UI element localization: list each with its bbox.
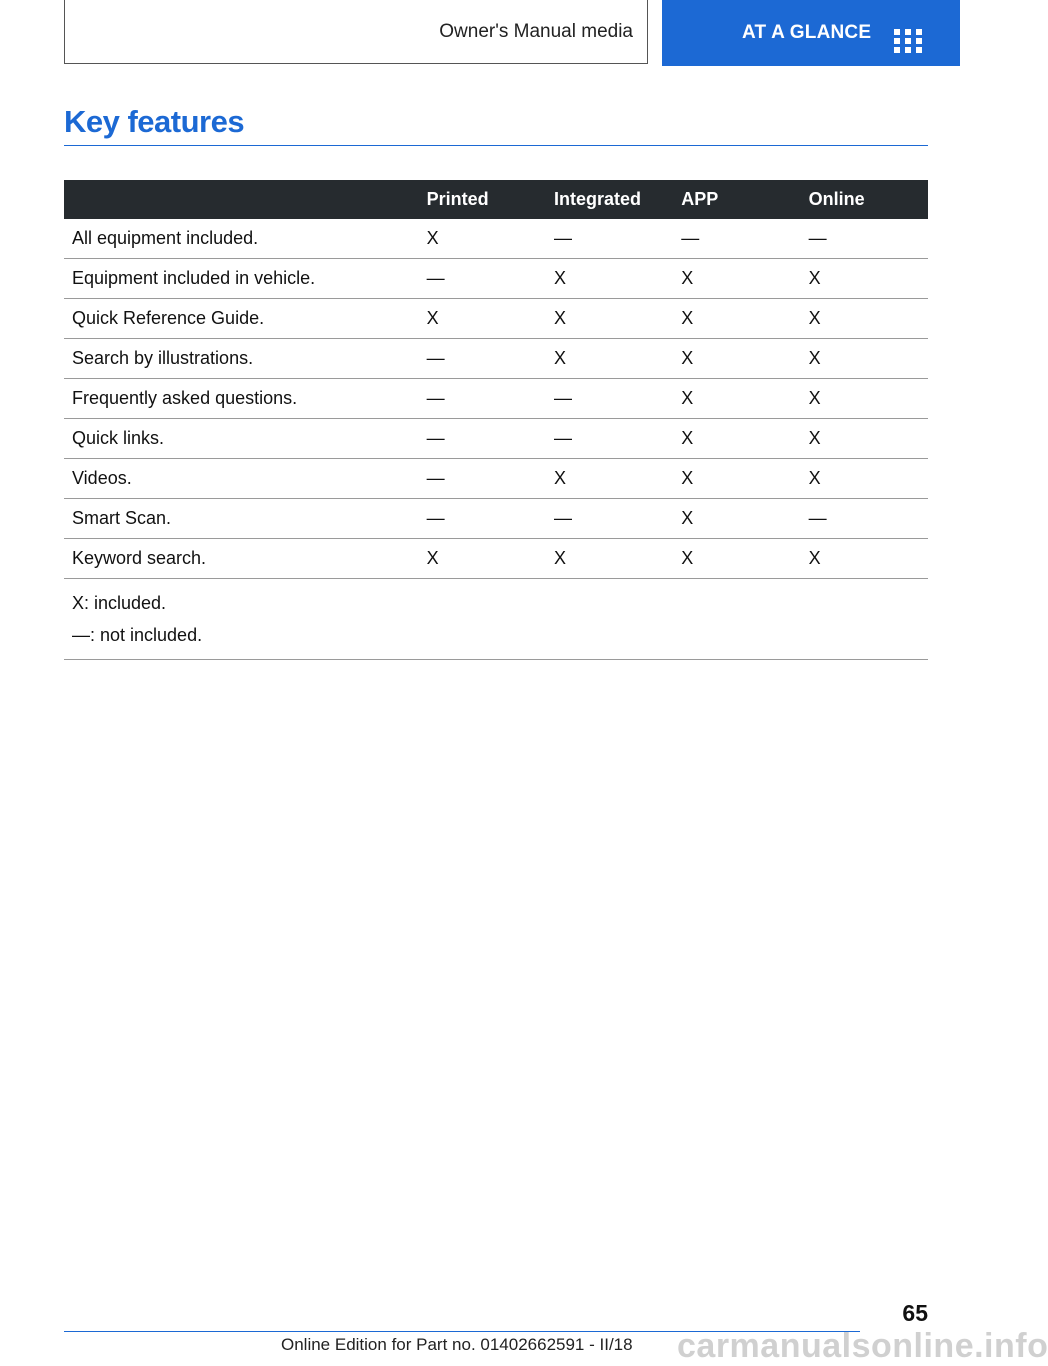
- value-cell: —: [546, 379, 673, 419]
- value-cell: X: [546, 459, 673, 499]
- value-cell: —: [419, 459, 546, 499]
- value-cell: X: [546, 259, 673, 299]
- column-header: APP: [673, 180, 800, 219]
- value-cell: —: [419, 379, 546, 419]
- value-cell: X: [673, 339, 800, 379]
- value-cell: —: [546, 499, 673, 539]
- feature-cell: Smart Scan.: [64, 499, 419, 539]
- feature-cell: All equipment included.: [64, 219, 419, 259]
- legend-included: X: included.: [72, 593, 167, 613]
- value-cell: X: [673, 299, 800, 339]
- section-header: [64, 0, 648, 64]
- value-cell: —: [419, 339, 546, 379]
- value-cell: X: [801, 539, 928, 579]
- value-cell: X: [546, 339, 673, 379]
- watermark: carmanualsonline.info: [677, 1327, 1048, 1365]
- table-row: [64, 419, 928, 459]
- column-header: Integrated: [546, 180, 673, 219]
- page-number: 65: [902, 1300, 928, 1326]
- value-cell: X: [801, 259, 928, 299]
- grid-menu-icon[interactable]: [894, 29, 922, 53]
- table-row: [64, 339, 928, 379]
- section-title: Owner's Manual media: [439, 20, 633, 42]
- table-row: [64, 539, 928, 579]
- page-title: Key features: [64, 104, 245, 139]
- table-row: [64, 499, 928, 539]
- value-cell: —: [801, 499, 928, 539]
- column-header: [64, 180, 419, 219]
- value-cell: X: [546, 539, 673, 579]
- value-cell: —: [546, 219, 673, 259]
- value-cell: X: [801, 459, 928, 499]
- value-cell: —: [546, 419, 673, 459]
- column-header: Online: [801, 180, 928, 219]
- value-cell: X: [673, 499, 800, 539]
- table-row: [64, 299, 928, 339]
- value-cell: —: [419, 419, 546, 459]
- feature-cell: Keyword search.: [64, 539, 419, 579]
- table-row: [64, 459, 928, 499]
- table-header-row: [64, 180, 928, 219]
- table-row: [64, 379, 928, 419]
- value-cell: X: [801, 299, 928, 339]
- value-cell: —: [673, 219, 800, 259]
- value-cell: X: [673, 539, 800, 579]
- features-table: [64, 180, 928, 660]
- value-cell: —: [419, 499, 546, 539]
- edition-info: Online Edition for Part no. 01402662591 - II/18: [281, 1335, 633, 1354]
- title-divider: [64, 145, 928, 146]
- value-cell: X: [419, 219, 546, 259]
- feature-cell: Frequently asked questions.: [64, 379, 419, 419]
- value-cell: X: [801, 419, 928, 459]
- feature-cell: Quick Reference Guide.: [64, 299, 419, 339]
- value-cell: X: [546, 299, 673, 339]
- value-cell: X: [801, 339, 928, 379]
- chapter-title: AT A GLANCE: [742, 22, 872, 43]
- value-cell: X: [673, 259, 800, 299]
- feature-cell: Videos.: [64, 459, 419, 499]
- value-cell: —: [801, 219, 928, 259]
- table-row: [64, 259, 928, 299]
- feature-cell: Quick links.: [64, 419, 419, 459]
- value-cell: X: [673, 419, 800, 459]
- table-row: [64, 219, 928, 259]
- value-cell: X: [673, 379, 800, 419]
- value-cell: X: [801, 379, 928, 419]
- feature-cell: Equipment included in vehicle.: [64, 259, 419, 299]
- value-cell: X: [419, 539, 546, 579]
- value-cell: X: [419, 299, 546, 339]
- feature-cell: Search by illustrations.: [64, 339, 419, 379]
- column-header: Printed: [419, 180, 546, 219]
- table-legend-row: [64, 579, 928, 660]
- legend-not-included: —: not included.: [72, 625, 203, 645]
- legend-cell: [64, 579, 928, 660]
- value-cell: X: [673, 459, 800, 499]
- value-cell: —: [419, 259, 546, 299]
